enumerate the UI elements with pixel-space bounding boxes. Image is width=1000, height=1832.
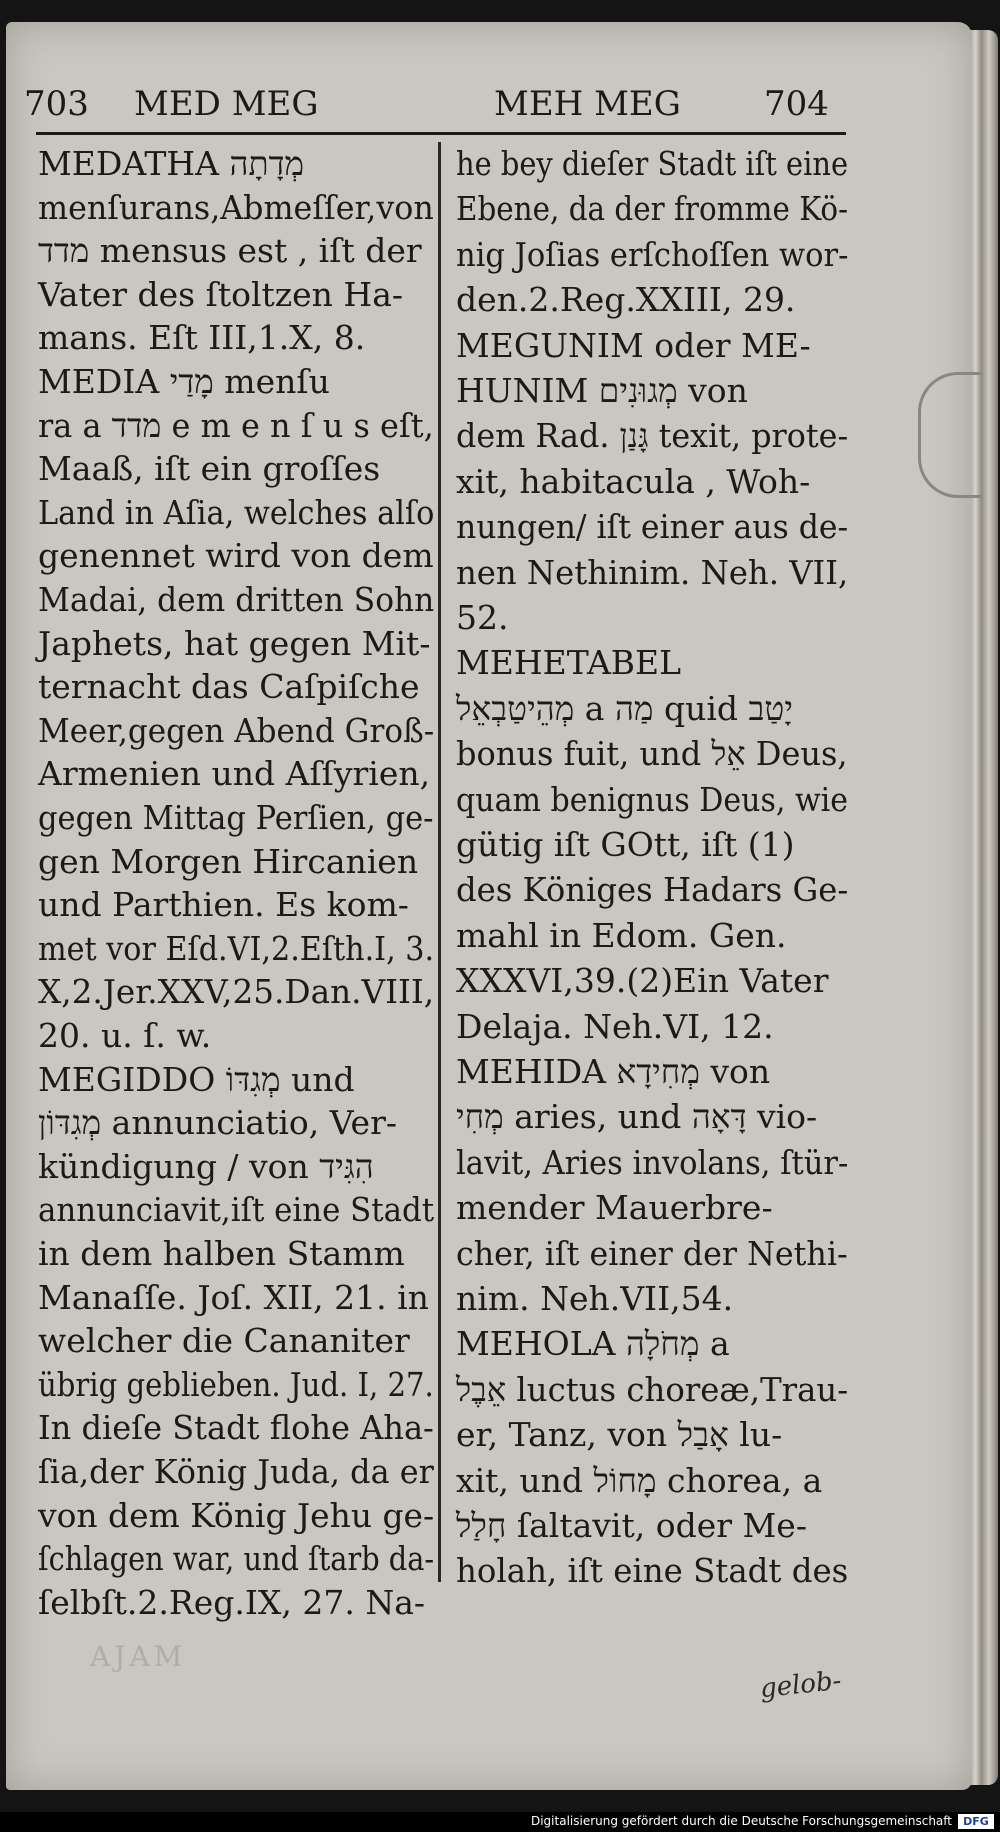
bleed-through-text: AJAM — [90, 1640, 187, 1673]
right-column-line: holah, iſt eine Stadt des — [456, 1551, 849, 1591]
right-column-line: Delaja. Neh.VI, 12. — [456, 1006, 774, 1046]
dfg-logo: DFG — [958, 1814, 994, 1829]
left-column-line: ternacht das Caſpiſche — [38, 667, 420, 707]
left-column-line: ſchlagen war, und ſtarb da- — [38, 1539, 435, 1579]
header-rule — [36, 132, 846, 135]
left-column-line: kündigung / von הִגִּיד — [38, 1146, 374, 1186]
right-running-head: MEH MEG — [494, 84, 681, 124]
right-column-line: MEHIDA מְחִידָא von — [456, 1052, 771, 1091]
right-page-number: 704 — [764, 84, 829, 124]
left-column-line: 20. u. ſ. w. — [38, 1016, 212, 1055]
running-header — [24, 84, 844, 132]
right-column-line: cher, iſt einer der Nethi- — [456, 1233, 848, 1273]
right-column-line: dem Rad. גָּנַן texit, prote- — [456, 416, 849, 456]
right-column-line: bonus fuit, und אֵל Deus, — [456, 734, 848, 774]
right-column-line: XXXVI,39.(2)Ein Vater — [456, 961, 829, 1001]
right-column-line: er, Tanz, von אָבַל lu- — [456, 1415, 783, 1455]
right-column-line: מְחִי aries, und דָּאָה vio- — [456, 1097, 818, 1137]
left-column-line: Maaß, iſt ein groſſes — [38, 449, 381, 489]
right-column-line: xit, und מָחוֹל chorea, a — [456, 1460, 823, 1500]
left-column-line: MEDATHA מְדָתָה — [38, 144, 305, 183]
right-column-line: mahl in Edom. Gen. — [456, 915, 787, 955]
right-column-line: nen Nethinim. Neh. VII, — [456, 552, 849, 592]
left-running-head: MED MEG — [134, 84, 319, 124]
left-column-line: MEGIDDO מְגִדּוֹ und — [38, 1059, 355, 1099]
left-column-line: In dieſe Stadt flohe Aha- — [38, 1408, 434, 1448]
column-divider — [438, 142, 441, 1582]
left-column-line: Vater des ſtoltzen Ha- — [38, 274, 404, 314]
right-column-line: מְהֵיטַבְאֵל a מַה quid יָטַב — [456, 688, 794, 728]
left-page-number: 703 — [24, 84, 89, 124]
right-column-line: des Königes Hadars Ge- — [456, 870, 849, 910]
left-column-line: ſia,der König Juda, da er — [38, 1452, 434, 1491]
left-column-line: annunciavit,iſt eine Stadt — [38, 1190, 435, 1230]
right-column-line: MEGUNIM oder ME- — [456, 325, 811, 365]
left-column-line: welcher die Cananiter — [38, 1321, 410, 1361]
left-column-line: Manaſſe. Joſ. XII, 21. in — [38, 1277, 429, 1317]
left-column-line: gen Morgen Hircanien — [38, 841, 419, 881]
left-column-line: מדד mensus est , iſt der — [38, 231, 422, 271]
right-column-line: אֵבֶל luctus choreæ,Trau- — [456, 1369, 849, 1409]
right-column-line: quam benignus Deus, wie — [456, 779, 849, 819]
left-column-line: ra a מדד e m e n ſ u s eſt, — [38, 405, 434, 445]
digitization-credit: Digitalisierung gefördert durch die Deutsche Forschungsgemeinschaft — [530, 1814, 952, 1828]
left-column-line: gegen Mittag Perſien, ge- — [38, 798, 434, 837]
left-column-line: Japhets, hat gegen Mit- — [38, 623, 431, 663]
right-column-line: nungen/ iſt einer aus de- — [456, 507, 849, 547]
left-column-line: Armenien und Aſſyrien, — [38, 754, 431, 794]
left-column-line: ſelbſt.2.Reg.IX, 27. Na- — [38, 1582, 426, 1622]
left-column-line: übrig geblieben. Jud. I, 27. — [38, 1364, 434, 1404]
right-column-line: nim. Neh.VII,54. — [456, 1279, 734, 1318]
left-column-line: X,2.Jer.XXV,25.Dan.VIII, — [38, 972, 435, 1012]
right-column-line: he bey dieſer Stadt iſt eine — [456, 144, 849, 183]
left-column-line: in dem halben Stamm — [38, 1234, 405, 1273]
right-column-line: lavit, Aries involans, ſtür- — [456, 1142, 849, 1182]
right-column-line: mender Mauerbre- — [456, 1188, 773, 1228]
right-column-line: HUNIM מְגוּנִים von — [456, 371, 748, 410]
left-column-line: MEDIA מָדַי menſu — [38, 362, 330, 401]
left-column-line: מְגִדּוֹן annunciatio, Ver- — [38, 1103, 397, 1143]
page-tab — [918, 372, 981, 498]
right-column-line: xit, habitacula , Woh- — [456, 461, 811, 501]
left-column-line: genennet wird von dem — [38, 536, 434, 576]
left-column-line: und Parthien. Es kom- — [38, 885, 409, 925]
right-column-line: gütig iſt GOtt, iſt (1) — [456, 825, 795, 864]
left-column-line: Madai, dem dritten Sohn — [38, 580, 435, 619]
catchword: gelob- — [758, 1665, 843, 1705]
right-column-line: 52. — [456, 598, 509, 637]
left-column-line: Land in Aſia, welches alſo — [38, 492, 435, 532]
right-column-line: חָלַל ſaltavit, oder Me- — [456, 1506, 807, 1545]
left-column-line: menſurans,Abmeſſer,von — [38, 187, 434, 227]
left-column-line: met vor Eſd.VI,2.Eſth.I, 3. — [38, 928, 435, 968]
page-edge — [968, 30, 998, 1785]
left-column-line: mans. Eſt III,1.X, 8. — [38, 318, 366, 358]
left-column-line: Meer,gegen Abend Groß- — [38, 710, 435, 750]
right-column-line: MEHOLA מְחֹלָה a — [456, 1324, 730, 1364]
right-column-line: nig Joſias erſchoſſen wor- — [456, 234, 849, 274]
right-column-line: Ebene, da der fromme Kö- — [456, 189, 849, 229]
left-column-line: von dem König Jehu ge- — [38, 1495, 435, 1535]
right-column-line: MEHETABEL — [456, 643, 682, 683]
right-column-line: den.2.Reg.XXIII, 29. — [456, 280, 796, 320]
